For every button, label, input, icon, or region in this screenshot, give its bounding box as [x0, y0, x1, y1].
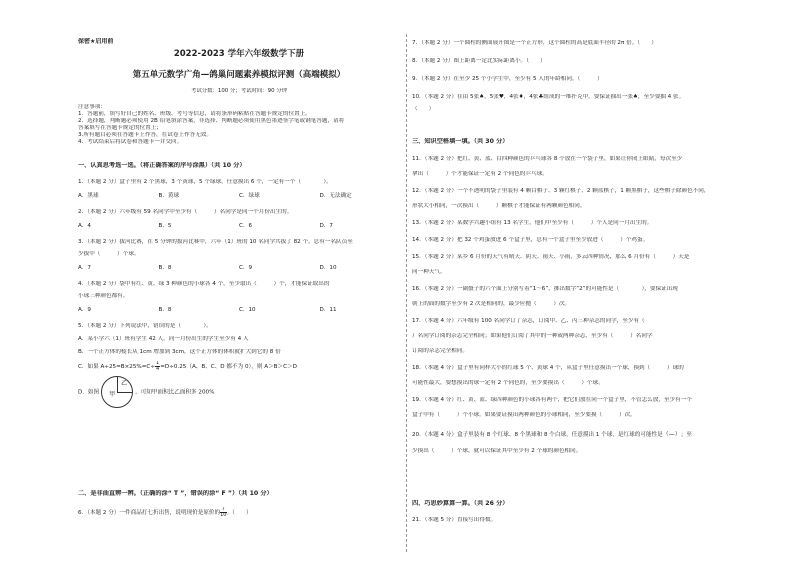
question-16-cont: 朝上的面的数字至少有 2 次是相同的，最少应抛（ ）次。	[412, 301, 571, 307]
notice-head: 注意事项：	[78, 104, 106, 110]
option-c[interactable]: C．9	[239, 265, 253, 271]
section-2	[78, 490, 400, 519]
question-18-cont: 可能性最大，要想摸出的球一定有 2 个同色的，至少要摸出（ ）个球。	[412, 380, 604, 386]
question-12-cont: 形状大小相同，一次摸出（ ）颗棋子才能保证有两颗颜色相同。	[412, 203, 586, 209]
question-4-cont: 小球三种颜色都有。	[78, 293, 129, 299]
questions-7-10	[412, 40, 744, 113]
question-2: 2．（本题 2 分）六年级有 59 名同学中至少有（ ）名同学是同一个月份出生的。	[78, 209, 293, 215]
question-14: 14．（本题 2 分）把 32 个鸡蛋放进 6 个盒子里，总有一个盒子里至少放进（ ）个鸡蛋。	[412, 237, 649, 243]
question-3: 3．（本题 2 分）拔河比赛，在 5 分钟的拔河比赛中，六年（1）班的 10 名同学共拔了 82 个，总有一名队员至	[78, 239, 353, 245]
exam-title-unit: 第五单元数学广角—鸽巢问题素养模拟评测（高端模拟）	[132, 70, 346, 80]
option-d[interactable]: D．无法确定	[319, 193, 352, 199]
question-8: 8．（本题 2 分）图上距离一定比实际距离小。（ ）	[412, 58, 546, 64]
notice-line: 答案填写在答题卡规定的位置上；	[78, 125, 162, 131]
question-12: 12．（本题 2 分）一个不透明的袋子里装有 4 颗白棋子、3 颗红棋子、2 颗蓝棋子，1 颗黑棋子，这些棋子除颜色不同，	[412, 188, 710, 194]
option-b[interactable]: B．黄球	[158, 193, 180, 199]
section-1-heading: 一、认真思考选一选。（将正确答案的序号涂黑）（共 10 分）	[78, 162, 246, 169]
question-5-option-a[interactable]: A．某小学六（1）班有学生 42 人，同一月份出生的学生至少有 4 人	[78, 336, 249, 342]
option-a[interactable]: A．4	[78, 223, 91, 229]
notice-block	[78, 104, 400, 146]
question-15-cont: 同一种天气。	[412, 269, 446, 275]
question-13: 13．（本题 2 分）某数学兴趣小组有 13 名学生，他们中至少有（ ）个人是同一月出生的。	[412, 220, 653, 226]
question-1: 1．（本题 2 分）盒子里有 2 个黑球，3 个黄球，5 个绿球，任意摸出 6 个，一定有一个（ ）。	[78, 179, 332, 185]
notice-line: 3.所有题目必须在答题卡上作答，在试卷上作答无效。	[78, 132, 212, 138]
question-5-option-b[interactable]: B．一个正方体的棱长从 1cm 增加到 3cm，这个正方体的体积就扩大到它的 8 倍	[78, 349, 281, 355]
question-11: 11．（本题 2 分）把红、黄、蓝、白四种颜色的乒乓球各 8 个放在一个袋子里，如果让你闭上眼睛，每次至少	[412, 156, 683, 162]
question-5: 5．（本题 2 分）下列说法中，错误的是（ ）。	[78, 323, 212, 329]
question-18: 18．（本题 4 分）盒子里有同样大小的红球 5 个、黄球 4 个，从盒子里任意摸出一个球，摸到（ ）球的	[412, 365, 684, 371]
question-3-cont: 少拔中（ ）个球。	[78, 251, 140, 257]
question-19: 19．（本题 4 分）红、黄、蓝、绿四种颜色的小球各有两个，把它们放在同一个盒子里，不管怎么放，至少有一个	[412, 397, 692, 403]
option-b[interactable]: B．8	[158, 307, 172, 313]
question-2-options	[78, 221, 400, 229]
question-5-option-c[interactable]	[78, 361, 400, 372]
fraction-seven-tenths: $\frac{7}{10}$	[220, 507, 227, 518]
right-column	[412, 40, 744, 554]
question-7: 7．（本题 2 分）一个圆柱的侧面展开图是一个正方形，这个圆柱的高是底面半径的 2π 倍。（ ）	[412, 40, 657, 46]
notice-line: 1．答题前，填写好自己的姓名、班级、考号等信息，请将条形码粘贴在答题卡规定的位置上。	[78, 111, 311, 117]
option-d-text: D．如图	[78, 389, 100, 396]
figure-label-yi: 乙	[121, 380, 128, 387]
option-a[interactable]: A．9	[78, 307, 91, 313]
question-4-options	[78, 305, 400, 313]
question-6: 6．（本题 2 分）一件商品打七折出售，说明现价是原价的 $\frac{7}{10}$ 。（ ）	[78, 507, 252, 518]
option-b[interactable]: B．5	[158, 223, 172, 229]
question-17-cont2: 订阅的杂志完全相同。	[412, 348, 468, 354]
question-9: 9．（本题 2 分）在至少 25 个小学生中，至少有 5 人的年龄相同。（ ）	[412, 76, 603, 82]
section-3-heading: 三、知识空格填一填。（共 30 分）	[412, 138, 509, 145]
question-11-cont: 拿出（ ）个才能保证一定有 2 个同色的乒乓球。	[412, 171, 548, 177]
question-17: 17．（本题 4 分）六年级有 100 名同学订了杂志，订阅甲、乙、丙三种杂志的同学，至少有（	[412, 318, 656, 324]
blank-fraction[interactable]: （—）	[662, 431, 681, 438]
option-d[interactable]: D．11	[319, 307, 337, 313]
option-c-text: C．如果 A÷25=B×25%=C÷	[78, 364, 156, 370]
question-21: 21．（本题 5 分）直接写出得数。	[412, 517, 497, 523]
exam-title-year: 2022-2023 学年六年级数学下册	[173, 49, 305, 59]
option-a[interactable]: A．7	[78, 265, 91, 271]
question-1-options	[78, 191, 400, 199]
column-divider	[406, 34, 407, 552]
question-17-cont: ）名同学订阅的杂志完全相同；如果他们订阅了其中的一种或两种杂志，至少有（ ）名同学	[412, 333, 653, 339]
option-c-text: =D÷0.25（A、B、C、D 都不为 0），则 A＞B＞C＞D	[160, 364, 297, 370]
secret-label: 保密★启用前	[78, 38, 114, 45]
section-1	[78, 162, 400, 408]
question-20: 20．（本题 4 分）盒子里装有 8 个红球、8 个黑球和 8 个白球，任意摸出 1 个球，是红球的可能性是（—）；至	[412, 431, 692, 438]
section-3	[412, 138, 744, 455]
option-c[interactable]: C．绿球	[239, 193, 260, 199]
fraction-quarter: $\frac{1}{4}$	[156, 361, 160, 372]
question-5-option-d[interactable]	[78, 376, 400, 408]
section-4	[412, 500, 744, 524]
option-b[interactable]: B．8	[158, 265, 172, 271]
option-c[interactable]: C．10	[239, 307, 256, 313]
question-20-cont: 少摸出（ ）个球，就可以保证其中至少有 2 个球的颜色相同。	[412, 448, 582, 454]
option-d[interactable]: D．7	[319, 223, 333, 229]
question-16: 16．（本题 2 分）一副骰子的六个面上分别写着“1～6”，掷出数字“2”的可能性是（ ），要保证出现	[412, 286, 678, 292]
section-2-heading: 二、是非曲直辨一辨。（正确的涂“ T ”，错误的涂“ F ”）（共 10 分）	[78, 490, 273, 497]
question-19-cont: 盒子中有（ ）个小球。如果要证摸出两种颜色的小球相同，至少要摸（ ）次。	[412, 412, 636, 418]
question-3-options	[78, 263, 400, 271]
option-d-text: ，可知甲面积比乙面积多 200%	[135, 389, 215, 396]
figure-label-jia: 甲	[109, 391, 116, 398]
notice-line: 4．考试结束后将试卷和答题卡一并交回。	[78, 139, 183, 145]
option-a[interactable]: A．黑球	[78, 193, 99, 199]
question-10-cont: （ ）	[412, 106, 435, 112]
question-4: 4．（本题 2 分）袋中有红、黄、绿 3 种颜色的小球各 4 个，至少取出（ ）个，才能保证取出的	[78, 281, 330, 287]
question-15: 15．（本题 2 分）某乡 6 月份的天气有晴天、阴天、雨天、小雨，多云四种情况，那么 6 月份有（ ）天是	[412, 254, 690, 260]
option-c[interactable]: C．6	[239, 223, 253, 229]
notice-line: 2．选择题，判断题必须使用 2B 铅笔填涂答案，非选择、判断题必须使用黑色墨迹签字笔或钢笔答题，请将	[78, 118, 345, 124]
question-10: 10．（本题 2 分）在由 5张♠，5张♥，4张♦，4张♣组成的一堆扑克中，要保证抽出一张♠，至少要抽 4 张。	[412, 94, 685, 100]
exam-info: 考试分数：100 分；考试时间：90 分钟	[190, 88, 288, 94]
option-d[interactable]: D．10	[319, 265, 337, 271]
left-column	[78, 30, 400, 554]
circle-figure	[101, 376, 133, 408]
section-4-heading: 四、巧思妙算算一算。（共 26 分）	[412, 500, 509, 507]
